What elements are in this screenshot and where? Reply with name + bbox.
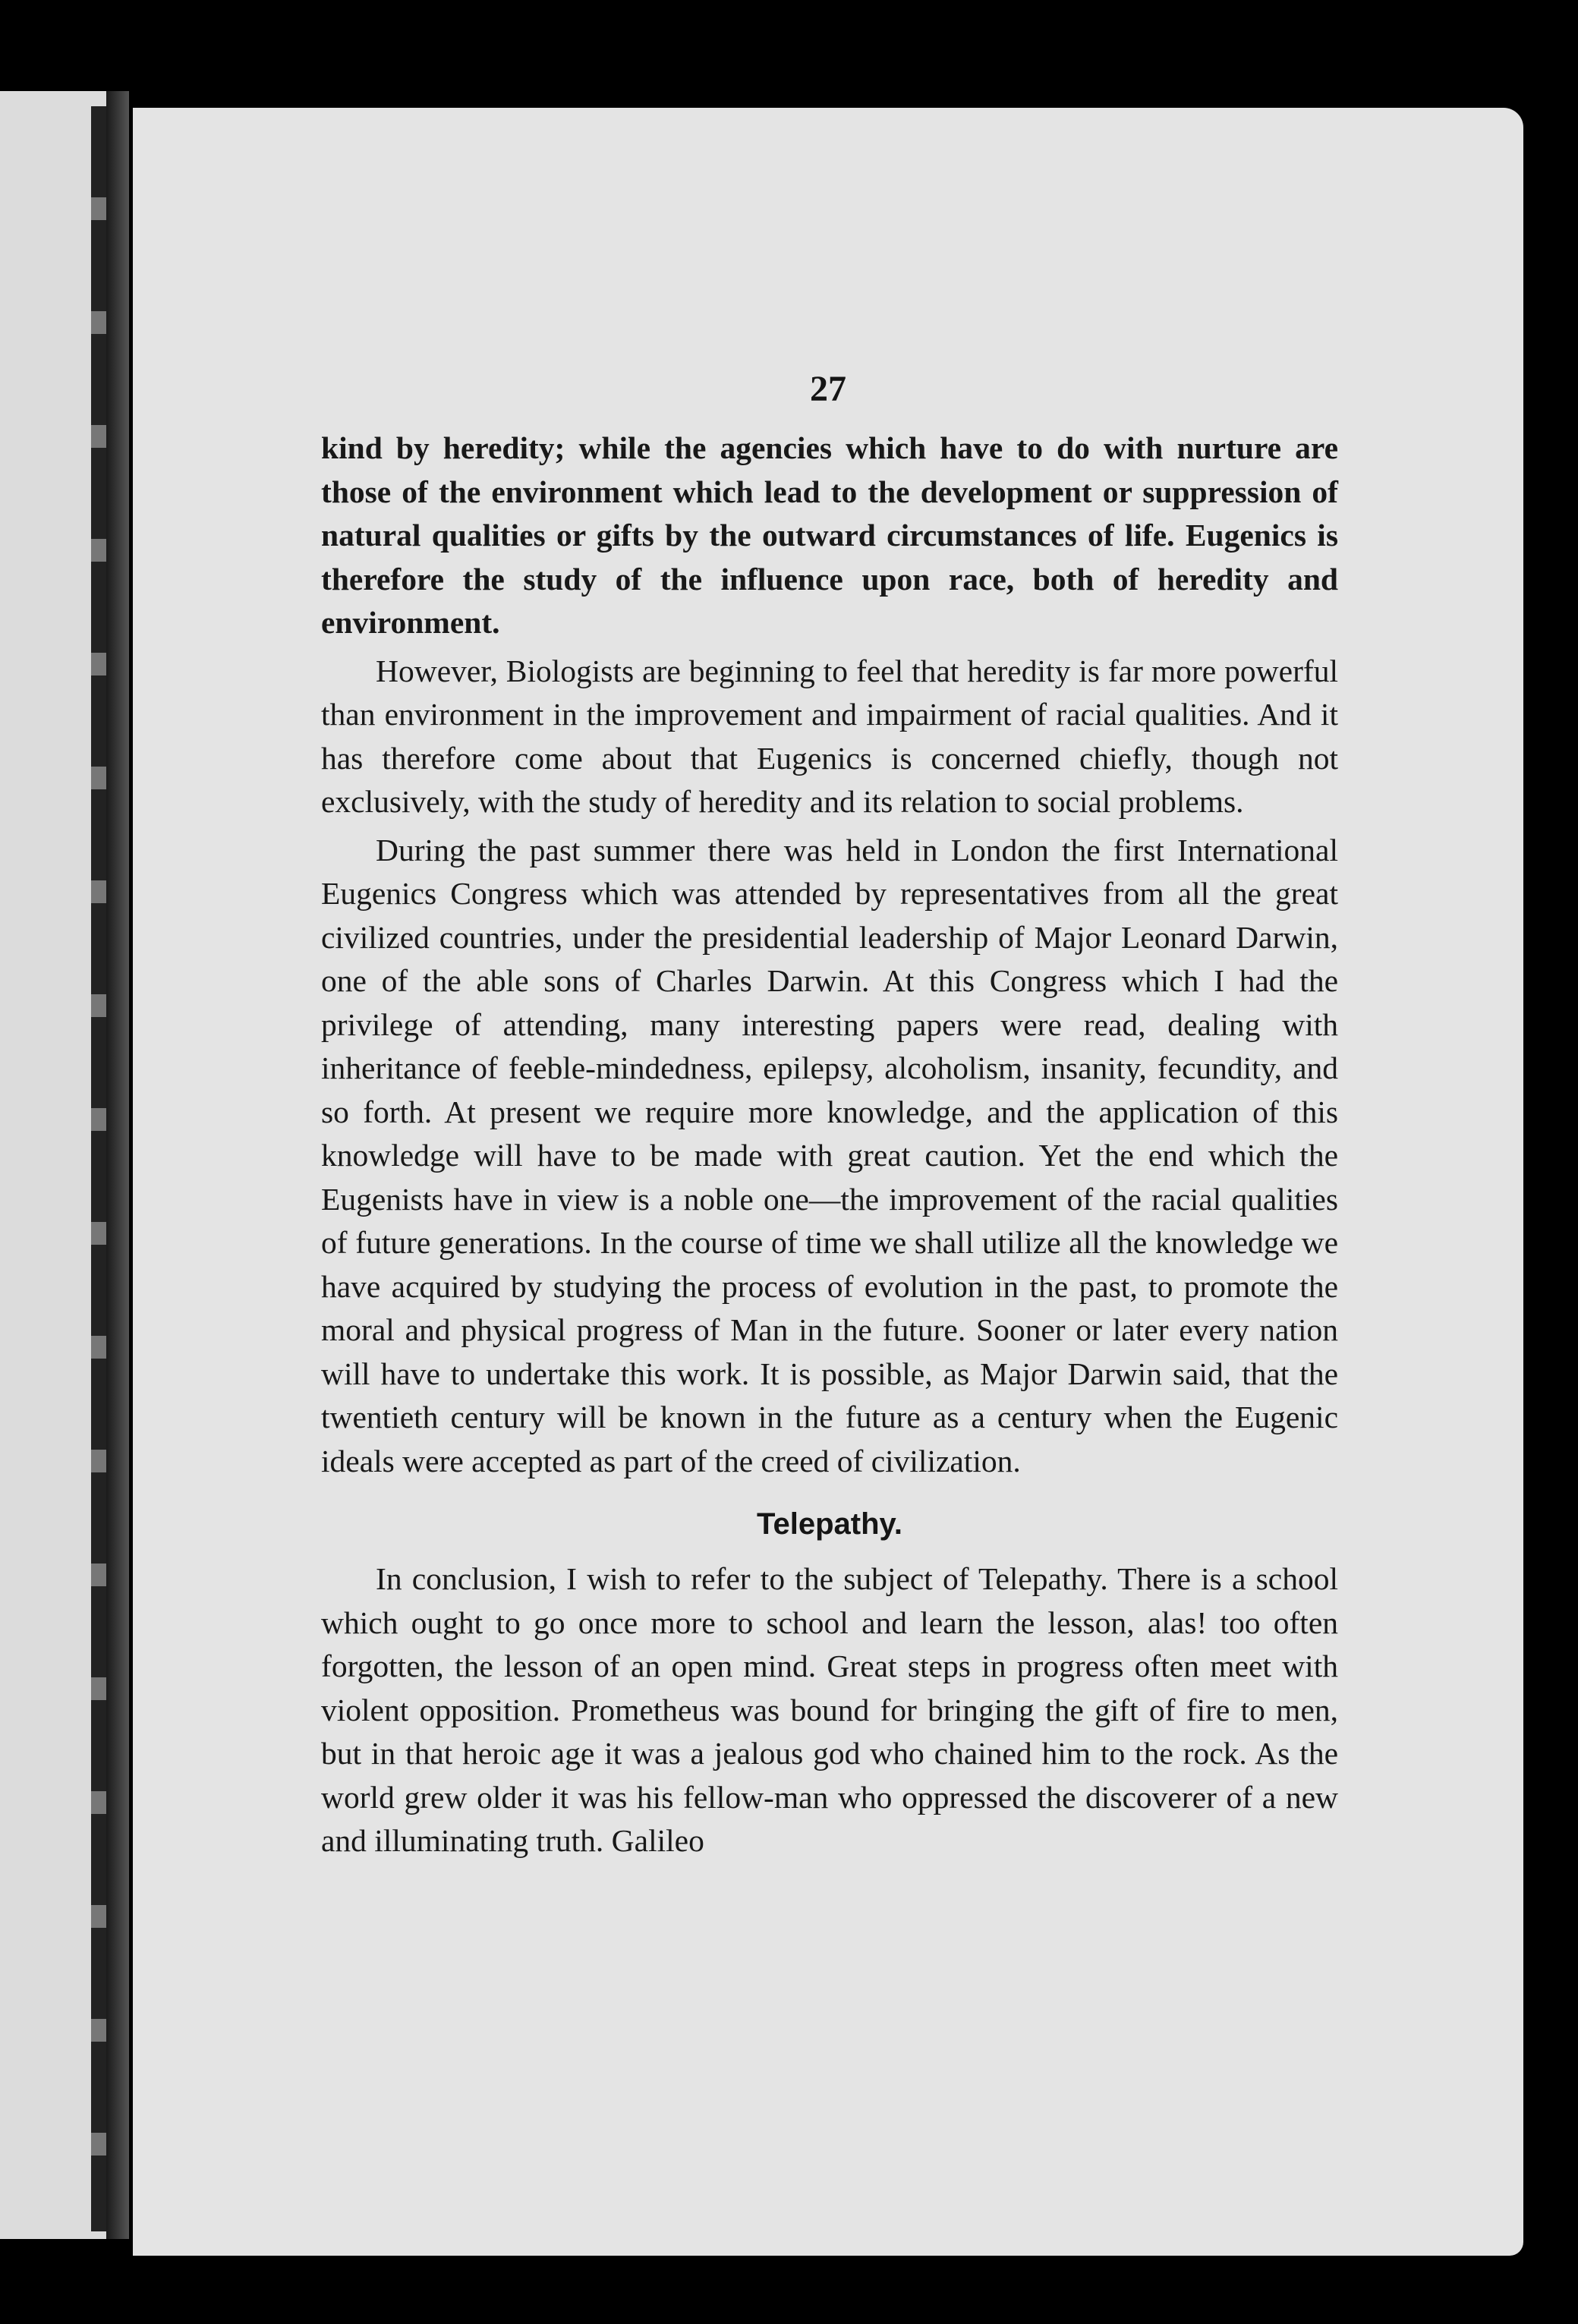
gutter-shadow [106, 91, 129, 2239]
section-heading: Telepathy. [757, 1507, 902, 1541]
paragraph: In conclusion, I wish to refer to the subject of Telepathy. There is a school which ought to go once more to school and learn the lesson, alas! too often forgotten, the lesson of an open mind. Great steps in progress often meet with violent opposition. Prometheus was bound for bringing the gift of fire to men, but in that heroic age it was a jealous god who chained him to the rock. As the world grew older it was his fellow-man who oppressed the discoverer of a new and illuminating truth. Galileo [321, 1561, 1338, 1858]
paragraph: kind by heredity; while the agencies which have to do with nurture are those of the environment which lead to the development or suppression of natural qualities or gifts by the outward circumstances of life. Eugenics is therefore the study of the influence upon race, both of heredity and environment. [321, 430, 1338, 640]
book-page [133, 108, 1523, 2256]
page-body [321, 427, 1338, 1863]
book-binding [91, 106, 108, 2231]
paragraph: During the past summer there was held in London the first International Eugenics Congress which was attended by representatives from all the great civilized countries, under the presidential leadership of Major Leonard Darwin, one of the able sons of Charles Darwin. At this Congress which I had the privilege of attending, many interesting papers were read, dealing with inheritance of feeble-mindedness, epilepsy, alcoholism, insanity, fecundity, and so forth. At present we require more knowledge, and the application of this knowledge will have to be made with great caution. Yet the end which the Eugenists have in view is a noble one—the improvement of the racial qualities of future generations. In the course of time we shall utilize all the knowledge we have acquired by studying the process of evolution in the past, to promote the moral and physical progress of Man in the future. Sooner or later every nation will have to undertake this work. It is possible, as Major Darwin said, that the twentieth century will be known in the future as a century when the Eugenic ideals were accepted as part of the creed of civilization. [321, 832, 1338, 1478]
page-number: 27 [810, 369, 846, 409]
paragraph: However, Biologists are beginning to feel that heredity is far more powerful than environment in the improvement and impairment of racial qualities. And it has therefore come about that Eugenics is concerned chiefly, though not exclusively, with the study of heredity and its relation to social problems. [321, 653, 1338, 819]
